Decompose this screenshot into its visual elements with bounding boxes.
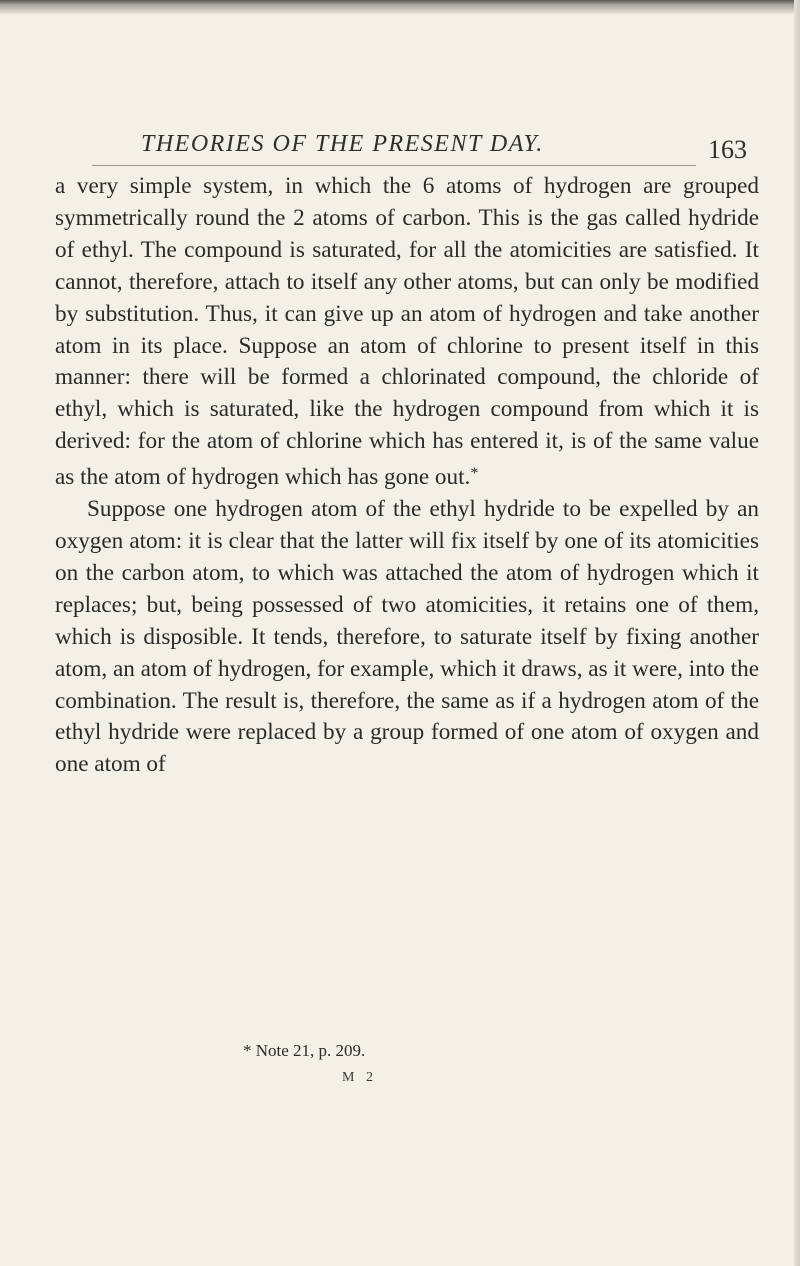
paragraph (55, 171, 759, 494)
running-head: THEORIES OF THE PRESENT DAY. (141, 131, 544, 157)
body-text (55, 171, 759, 781)
signature-mark: M 2 (342, 1070, 377, 1085)
footnote: * Note 21, p. 209. (243, 1041, 366, 1060)
scan-top-shadow (0, 0, 800, 14)
page-right-edge (794, 0, 800, 1266)
footnote-marker: * (470, 465, 479, 483)
header-rule (92, 165, 696, 166)
paragraph-text: a very simple system, in which the 6 atoms of hydrogen are grouped symmetrically round the 2 atoms of carbon. This is the gas called hydride of ethyl. The compound is saturated, for all the atomicities are satisfied. It cannot, therefore, attach to itself any other atoms, but can only be modified by substitution. Thus, it can give up an atom of hydrogen and take another atom in its place. Suppose an atom of chlorine to present itself in this manner: there will be formed a chlorinated compound, the chloride of ethyl, which is saturated, like the hydrogen compound from which it is derived: for the atom of chlorine which has entered it, is of the same value as the atom of hydrogen which has gone out. (55, 173, 759, 491)
page-number: 163 (708, 135, 747, 164)
page-header (55, 125, 755, 165)
paragraph: Suppose one hydrogen atom of the ethyl hydride to be expelled by an oxygen atom: it is clear that the latter will fix itself by one of its atomicities on the carbon atom, to which was attached the atom of hydrogen which it replaces; but, being possessed of two atomicities, it retains one of them, which is disposible. It tends, therefore, to saturate itself by fixing another atom, an atom of hydrogen, for example, which it draws, as it were, into the combination. The result is, therefore, the same as if a hydrogen atom of the ethyl hydride were replaced by a group formed of one atom of oxygen and one atom of (55, 496, 759, 778)
